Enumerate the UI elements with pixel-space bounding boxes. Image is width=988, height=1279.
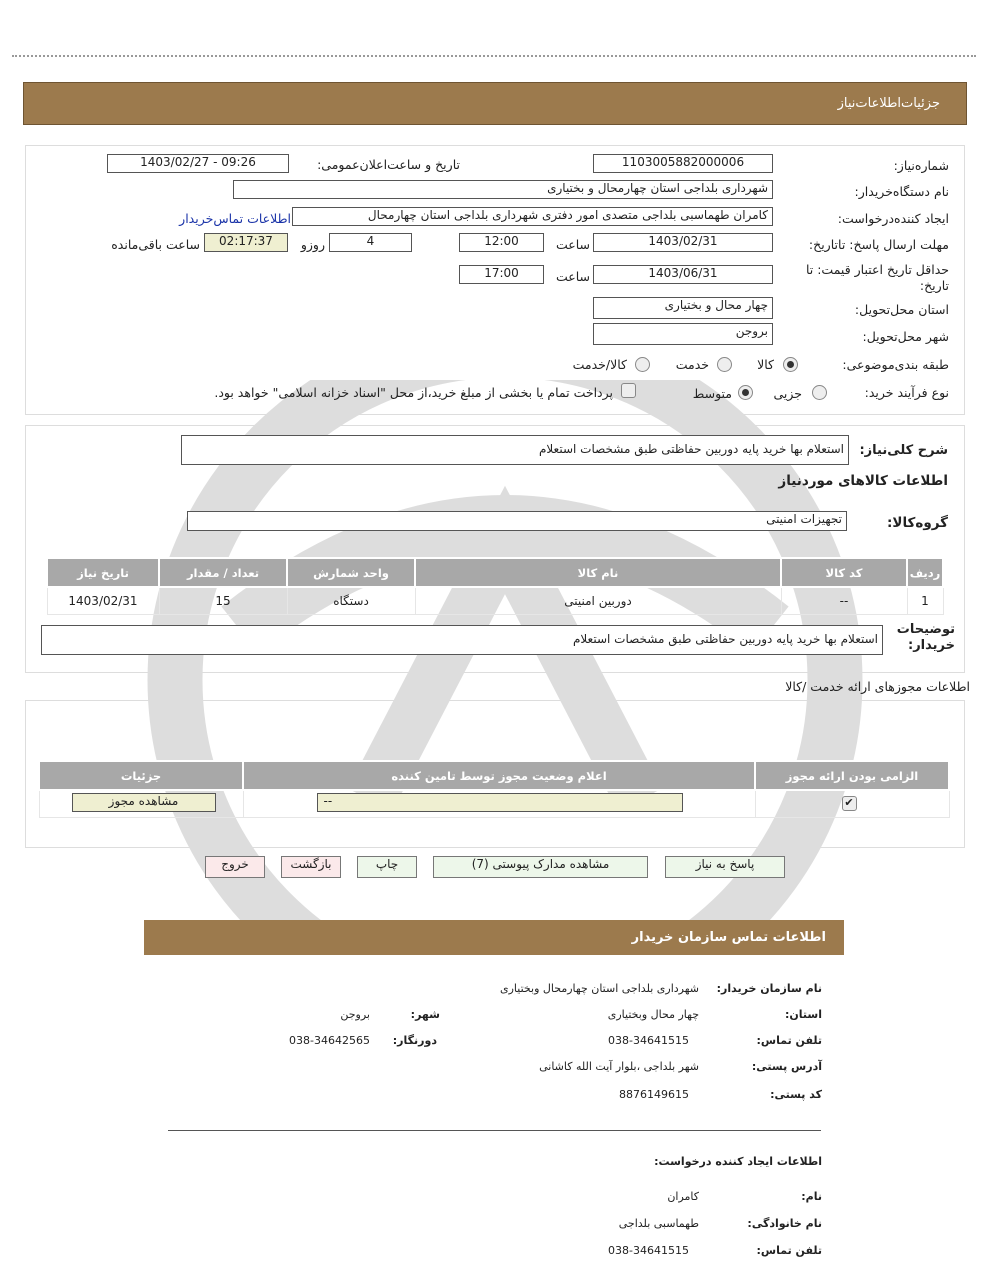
goods-section-title: اطلاعات کالاهای موردنیاز [778,473,948,489]
process-label: نوع فرآیند خرید: [864,385,949,400]
deadline-date-field: 1403/02/31 [593,233,773,252]
creator-title: اطلاعات ایجاد کننده درخواست: [654,1155,822,1168]
page-title: جزئیات‌اطلاعات‌نیاز [837,96,940,111]
col-date-header: تاریخ نیاز [47,558,159,587]
need-number-field: 1103005882000006 [593,154,773,173]
top-divider [12,55,976,57]
deadline-time-field: 12:00 [459,233,544,252]
contact-city: بروجن [340,1008,370,1021]
contact-postal: 8876149615 [619,1088,689,1101]
buyer-org-label: نام دستگاه‌خریدار: [854,184,949,199]
creator-family: طهماسبی بلداجی [618,1217,699,1230]
print-button[interactable]: چاپ [357,856,417,878]
buyer-org-field: شهرداری بلداجی استان چهارمحال و بختیاری [233,180,773,199]
contact-address-label: آدرس پستی: [751,1060,822,1073]
contact-city-label: شهر: [410,1008,440,1021]
col-required-header: الزامی بودن ارائه مجوز [755,761,949,790]
city-field: بروجن [593,323,773,345]
col-unit-header: واحد شمارش [287,558,415,587]
goods-name: دوربین امنیتی [415,587,781,615]
permits-table [38,760,950,818]
days-label: روزو [300,237,325,252]
treasury-text: پرداخت تمام یا بخشی از مبلغ خرید،از محل "اسناد خزانه اسلامی" خواهد بود. [214,385,613,400]
col-code-header: کد کالا [781,558,907,587]
contact-phone: 038-34641515 [608,1034,689,1047]
permit-status-field[interactable]: -- [317,793,683,812]
goods-date: 1403/02/31 [47,587,159,615]
contact-header-bar [144,920,844,955]
category-goods-label: کالا [757,357,774,372]
province-field: چهار محال و بختیاری [593,297,773,319]
goods-unit: دستگاه [287,587,415,615]
contact-org-label: نام سازمان خریدار: [716,982,822,995]
category-label: طبقه بندی‌موضوعی: [842,357,949,372]
process-medium-label: متوسط [692,386,732,401]
buyer-notes-label: توضیحات خریدار: [896,622,955,653]
days-field: 4 [329,233,412,252]
contact-province: چهار محال وبختیاری [607,1008,699,1021]
announce-field: 1403/02/27 - 09:26 [107,154,289,173]
contact-fax-label: دورنگار: [392,1034,437,1047]
creator-name: کامران [667,1190,699,1203]
row-number: 1 [907,587,943,615]
process-minor-label: جزیی [773,386,802,401]
required-checkbox: ✔ [842,796,857,811]
price-valid-date-field: 1403/06/31 [593,265,773,284]
desc-label: شرح کلی‌نیاز: [859,443,948,458]
creator-name-label: نام: [801,1190,822,1203]
contact-title: اطلاعات تماس سازمان خریدار [631,930,826,945]
group-field: تجهیزات امنیتی [187,511,847,531]
remaining-label: ساعت باقی‌مانده [111,237,200,252]
price-valid-time-field: 17:00 [459,265,544,284]
group-label: گروه‌کالا: [887,515,948,531]
treasury-checkbox[interactable] [621,383,636,398]
goods-qty: 15 [159,587,287,615]
buyer-notes-field: استعلام بها خرید پایه دوربین حفاظتی طبق مشخصات استعلام [41,625,883,655]
details-cell [39,790,243,818]
page-header-bar [23,82,967,125]
creator-family-label: نام خانوادگی: [747,1217,822,1230]
contact-address: شهر بلداجی ،بلوار آیت الله کاشانی [539,1060,699,1073]
permits-table-header [39,761,949,790]
col-row-header: ردیف [907,558,943,587]
required-cell [755,790,949,818]
deadline-label: مهلت ارسال پاسخ: تاتاریخ: [808,237,949,252]
col-details-header: جزئیات [39,761,243,790]
goods-table-header [47,558,943,587]
table-row [47,587,943,615]
col-name-header: نام کالا [415,558,781,587]
category-both-label: کالا/خدمت [572,357,627,372]
contact-org: شهرداری بلداجی استان چهارمحال وبختیاری [500,982,699,995]
contact-fax: 038-34642565 [289,1034,370,1047]
requester-field: کامران طهماسبی بلداجی متصدی امور دفتری شهرداری بلداجی استان چهارمحال [292,207,773,226]
permits-title: اطلاعات مجوزهای ارائه خدمت /کالا [785,679,970,694]
remaining-time-field: 02:17:37 [204,233,288,252]
category-goods-radio[interactable] [783,357,798,372]
category-both-radio[interactable] [635,357,650,372]
creator-phone: 038-34641515 [608,1244,689,1257]
process-medium-radio[interactable] [738,385,753,400]
buyer-contact-link[interactable]: اطلاعات تماس‌خریدار [179,211,291,226]
creator-phone-label: تلفن تماس: [756,1244,822,1257]
back-button[interactable]: بازگشت [281,856,341,878]
col-status-header: اعلام وضعیت مجوز توسط تامین کننده [243,761,755,790]
contact-postal-label: کد پستی: [770,1088,822,1101]
reply-button[interactable]: پاسخ به نیاز [665,856,785,878]
price-valid-time-label: ساعت [555,269,590,284]
table-row [39,790,949,818]
goods-table [46,557,944,615]
attachments-button[interactable]: مشاهده مدارک پیوستی (7) [433,856,648,878]
goods-code: -- [781,587,907,615]
category-service-label: خدمت [675,357,709,372]
requester-label: ایجاد کننده‌درخواست: [837,211,949,226]
contact-phone-label: تلفن تماس: [756,1034,822,1047]
contact-divider [168,1130,821,1131]
category-service-radio[interactable] [717,357,732,372]
need-number-label: شماره‌نیاز: [893,158,949,173]
announce-label: تاریخ و ساعت‌اعلان‌عمومی: [317,157,460,172]
price-valid-label: حداقل تاریخ اعتبار قیمت: تا تاریخ: [805,262,949,293]
province-label: استان محل‌تحویل: [854,302,949,317]
process-minor-radio[interactable] [812,385,827,400]
desc-field: استعلام بها خرید پایه دوربین حفاظتی طبق مشخصات استعلام [181,435,849,465]
exit-button[interactable]: خروج [205,856,265,878]
contact-province-label: استان: [785,1008,822,1021]
city-label: شهر محل‌تحویل: [862,329,949,344]
status-cell [243,790,755,818]
deadline-time-label: ساعت [555,237,590,252]
view-permit-button[interactable]: مشاهده مجوز [72,793,216,812]
col-qty-header: تعداد / مقدار [159,558,287,587]
